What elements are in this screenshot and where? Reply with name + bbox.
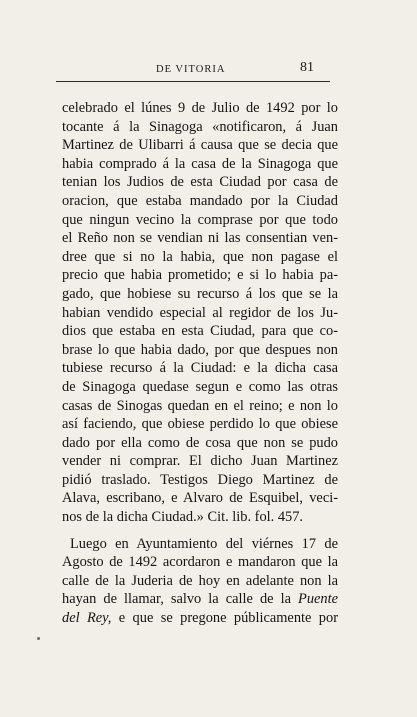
text-line [62, 590, 338, 609]
text-line: tubiese recurso á la Ciudad: e la dicha casa [62, 360, 338, 377]
text-line: así faciendo, que obiese perdido lo que obiese [62, 416, 338, 433]
text-line: pidió traslado. Testigos Diego Martinez de [62, 471, 338, 488]
text-line: oracion, que estaba mandado por la Ciudad [62, 192, 338, 209]
text-line: nos de la dicha Ciudad.» Cit. lib. fol. 457. [62, 509, 304, 526]
page-header [56, 60, 342, 80]
text-line: el Reño non se vendian ni las consentian ven- [62, 230, 338, 247]
text-line: brase lo que habia dado, por que despues non [62, 341, 338, 358]
text-line: casas de Sinogas quedan en el reino; e non lo [62, 397, 338, 414]
paragraph-1 [62, 99, 338, 527]
text-segment: hayan de llamar, salvo la calle de la [62, 591, 291, 608]
text-line: dree que si no la habia, que non pagase el [62, 248, 338, 265]
text-line: Agosto de 1492 acordaron e mandaron que la [62, 554, 338, 571]
text-line: tocante á la Sinagoga «notificaron, á Juan [62, 118, 338, 135]
text-line [62, 609, 338, 628]
text-line: Luego en Ayuntamiento del viérnes 17 de [70, 535, 338, 552]
body-text [62, 99, 338, 628]
text-line: gado, que hobiese su recurso á los que se la [62, 285, 338, 302]
text-line: celebrado el lúnes 9 de Julio de 1492 por lo [62, 100, 338, 116]
text-line: Martinez de Ulibarri á causa que se decia que [62, 137, 338, 154]
paragraph-2 [62, 535, 338, 628]
running-head: DE VITORIA [156, 64, 226, 75]
text-line: Alava, escribano, e Alvaro de Esquibel, veci- [62, 490, 338, 507]
text-line: calle de la Juderia de hoy en adelante non la [62, 572, 338, 589]
text-line: dado por ella como de cosa que non se pudo [62, 434, 338, 451]
page-number: 81 [300, 60, 314, 75]
paper-speck [37, 637, 40, 640]
text-line: precio que habia prometido; e si lo habia pa- [62, 267, 338, 284]
header-rule [56, 81, 330, 82]
text-line: vender ni comprar. El dicho Juan Martinez [62, 453, 338, 470]
italic-segment: Puente [298, 591, 338, 608]
text-segment: e que se pregone públicamente por [118, 610, 338, 627]
text-line: habia comprado á la casa de la Sinagoga que [62, 155, 338, 172]
text-line: que ningun vecino la comprase por que todo [62, 211, 338, 228]
italic-segment: del Rey, [62, 610, 112, 627]
text-line: habian vendido especial al regidor de los Ju- [62, 304, 338, 321]
text-line: tenian los Judios de esta Ciudad por casa de [62, 174, 338, 191]
text-line: de Sinagoga quedase segun e como las otras [62, 378, 338, 395]
paragraph-gap [62, 527, 338, 535]
text-line: dios que estaba en esta Ciudad, para que co- [62, 323, 338, 340]
